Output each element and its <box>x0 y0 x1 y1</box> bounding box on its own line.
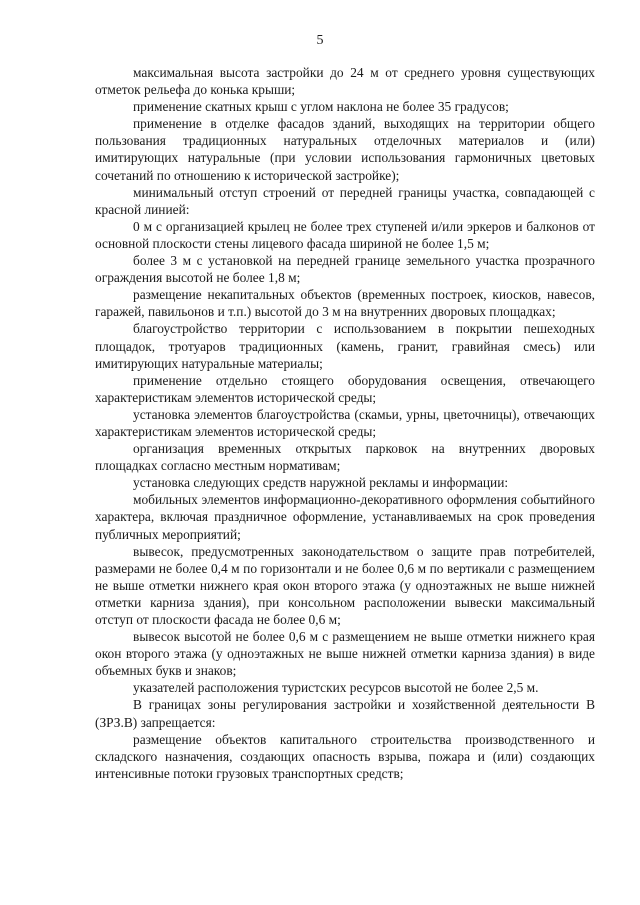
paragraph-parking: организация временных открытых парковок на внутренних дворовых площадках согласно местным нормативам; <box>95 441 595 474</box>
paragraph-signboards: вывесок, предусмотренных законодательством о защите прав потребителей, размерами не более 0,4 м по горизонтали и не более 0,6 м по вертикали с размещением не выше отметки нижнего края окон второго этажа (у одноэтажных не выше нижней отметки карниза здания), при консольном расположении вывески максимальный отступ от плоскости фасада не более 0,6 м; <box>95 543 595 627</box>
paragraph-lighting: применение отдельно стоящего оборудования освещения, отвечающего характеристикам элементов исторической среды; <box>95 372 595 405</box>
paragraph-min-setback: минимальный отступ строений от передней границы участка, совпадающей с красной линией: <box>95 184 595 217</box>
paragraph-setback-3m: более 3 м с установкой на передней границе земельного участка прозрачного ограждения высотой не более 1,8 м; <box>95 253 595 286</box>
document-body <box>95 64 595 782</box>
paragraph-temporary-structures: размещение некапитальных объектов (временных построек, киосков, навесов, гаражей, павильонов и т.п.) высотой до 3 м на внутренних дворовых площадках; <box>95 287 595 320</box>
paragraph-zone-prohibited: В границах зоны регулирования застройки и хозяйственной деятельности В (ЗРЗ.В) запрещается: <box>95 697 595 730</box>
paragraph-max-height: максимальная высота застройки до 24 м от среднего уровня существующих отметок рельефа до конька крыши; <box>95 65 595 98</box>
paragraph-setback-0m: 0 м с организацией крылец не более трех ступеней и/или эркеров и балконов от основной плоскости стены лицевого фасада шириной не более 1,5 м; <box>95 218 595 251</box>
paragraph-landscaping: благоустройство территории с использованием в покрытии пешеходных площадок, тротуаров традиционных (камень, гранит, гравийная смесь) или имитирующих натуральные материалы; <box>95 321 595 371</box>
paragraph-volume-letters: вывесок высотой не более 0,6 м с размещением не выше отметки нижнего края окон второго этажа (у одноэтажных не выше нижней отметки карниза здания) в виде объемных букв и знаков; <box>95 629 595 679</box>
paragraph-facade-materials: применение в отделке фасадов зданий, выходящих на территории общего пользования традиционных натуральных отделочных материалов и (или) имитирующих натуральные (при условии использования гармоничных цветовых сочетаний по отношению к исторической застройке); <box>95 116 595 183</box>
paragraph-street-furniture: установка элементов благоустройства (скамьи, урны, цветочницы), отвечающих характеристикам элементов исторической среды; <box>95 406 595 439</box>
paragraph-industrial-objects: размещение объектов капитального строительства производственного и складского назначения, создающих опасность взрыва, пожара и (или) создающих интенсивные потоки грузовых транспортных средств; <box>95 731 595 781</box>
paragraph-pitched-roofs: применение скатных крыш с углом наклона не более 35 градусов; <box>133 99 509 115</box>
paragraph-advertising-intro: установка следующих средств наружной рекламы и информации: <box>133 475 509 491</box>
page-number: 5 <box>316 33 324 48</box>
paragraph-tourist-signs: указателей расположения туристских ресурсов высотой не более 2,5 м. <box>133 680 539 696</box>
paragraph-mobile-elements: мобильных элементов информационно-декоративного оформления событийного характера, включая праздничное оформление, устанавливаемых на срок проведения публичных мероприятий; <box>95 492 595 542</box>
